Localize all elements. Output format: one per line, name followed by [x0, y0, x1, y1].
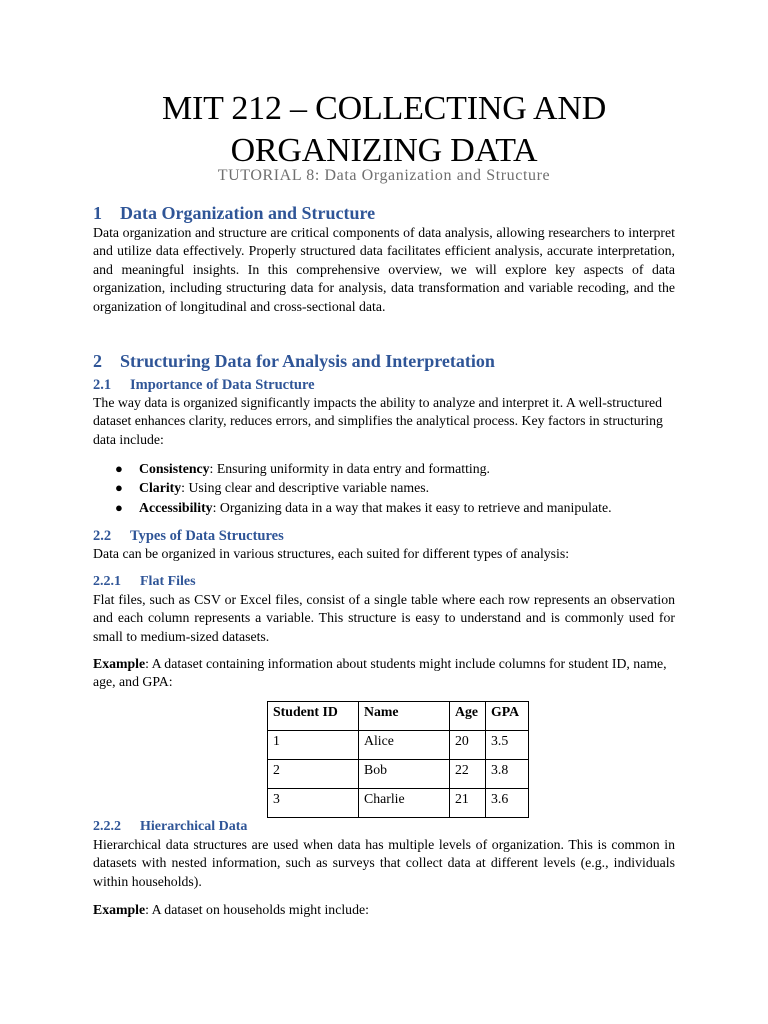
bullet-icon: ●: [115, 461, 123, 476]
section-2-2-2-heading: [93, 818, 247, 836]
section-1-body: Data organization and structure are critical components of data analysis, allowing researchers to interpret and utilize data effectively. Properly structured data facilitates efficient analysis, accurate interpretation, and meaningful insights. In this comprehensive overview, we will explore key aspects of data organization, including structuring data for analysis, data transformation and variable recoding, and the organization of longitudinal and cross-sectional data.: [93, 225, 675, 314]
list-item: [93, 459, 675, 478]
bullet-text: : Organizing data in a way that makes it easy to retrieve and manipulate.: [212, 499, 612, 515]
document-title: MIT 212 – COLLECTING AND ORGANIZING DATA: [161, 90, 607, 169]
section-2-2-title: Types of Data Structures: [130, 528, 284, 544]
section-2-title: Structuring Data for Analysis and Interpretation: [120, 351, 495, 371]
section-2-2-2-title: Hierarchical Data: [140, 819, 248, 834]
table-cell: 3: [268, 789, 359, 818]
hierarchical-data-body: Hierarchical data structures are used when data has multiple levels of organization. This is common in datasets with nested information, such as surveys that collect data at different levels (e.g., individuals within households).: [93, 837, 675, 889]
table-header-row: [268, 702, 529, 731]
flat-files-example: [93, 655, 675, 692]
table-cell: 22: [450, 760, 486, 789]
column-header: GPA: [486, 702, 529, 731]
list-item: [93, 498, 675, 517]
section-1-number: 1: [93, 203, 102, 223]
table-cell: 3.5: [486, 731, 529, 760]
section-2-1-body: The way data is organized significantly impacts the ability to analyze and interpret it. A well-structured dataset enhances clarity, reduces errors, and simplifies the analytical process. Key factors in structuring data include:: [93, 395, 663, 447]
section-2-number: 2: [93, 351, 102, 371]
list-item: [93, 478, 675, 497]
section-2-1-number: 2.1: [93, 377, 112, 393]
table-cell: 21: [450, 789, 486, 818]
hierarchical-example: [93, 901, 675, 919]
example-text: : A dataset on households might include:: [145, 902, 369, 917]
section-1-heading: [93, 202, 375, 224]
section-2-2-heading: [93, 527, 284, 545]
example-label: Example: [93, 902, 146, 917]
section-2-2-number: 2.2: [93, 528, 112, 544]
table-cell: 20: [450, 731, 486, 760]
bullet-text: : Ensuring uniformity in data entry and formatting.: [209, 461, 491, 476]
table-cell: 3.6: [486, 789, 529, 818]
bullet-icon: ●: [115, 480, 123, 496]
table-cell: 1: [268, 731, 359, 760]
section-2-2-1-number: 2.2.1: [93, 574, 121, 589]
table-row: [268, 789, 529, 818]
section-2-2-body: Data can be organized in various structures, each suited for different types of analysis:: [93, 546, 570, 561]
table-row: [268, 760, 529, 789]
table-cell: 2: [268, 760, 359, 789]
flat-files-body: Flat files, such as CSV or Excel files, consist of a single table where each row represents an observation and each column represents a variable. This structure is easy to understand and is commonly used for small to medium-sized datasets.: [93, 592, 675, 644]
section-2-1-heading: [93, 376, 315, 394]
column-header: Student ID: [268, 702, 359, 731]
example-text: : A dataset containing information about students might include columns for student ID, name, age, and GPA:: [93, 656, 667, 690]
table-cell: Bob: [359, 760, 450, 789]
bullet-term: Consistency: [139, 461, 210, 476]
table-cell: Alice: [359, 731, 450, 760]
table-cell: Charlie: [359, 789, 450, 818]
students-table: [267, 701, 529, 818]
document-subtitle: TUTORIAL 8: Data Organization and Structure: [217, 167, 551, 184]
section-2-2-2-number: 2.2.2: [93, 819, 121, 834]
example-label: Example: [93, 656, 146, 671]
section-1-title: Data Organization and Structure: [120, 203, 376, 223]
section-2-1-title: Importance of Data Structure: [130, 377, 315, 393]
key-factors-list: [93, 459, 675, 517]
section-2-2-1-title: Flat Files: [140, 574, 196, 589]
column-header: Name: [359, 702, 450, 731]
bullet-text: : Using clear and descriptive variable names.: [181, 480, 430, 496]
section-2-heading: [93, 350, 495, 372]
table-row: [268, 731, 529, 760]
table-cell: 3.8: [486, 760, 529, 789]
bullet-icon: ●: [115, 499, 123, 515]
bullet-term: Accessibility: [139, 499, 213, 515]
section-2-2-1-heading: [93, 573, 196, 591]
bullet-term: Clarity: [139, 480, 182, 496]
column-header: Age: [450, 702, 486, 731]
